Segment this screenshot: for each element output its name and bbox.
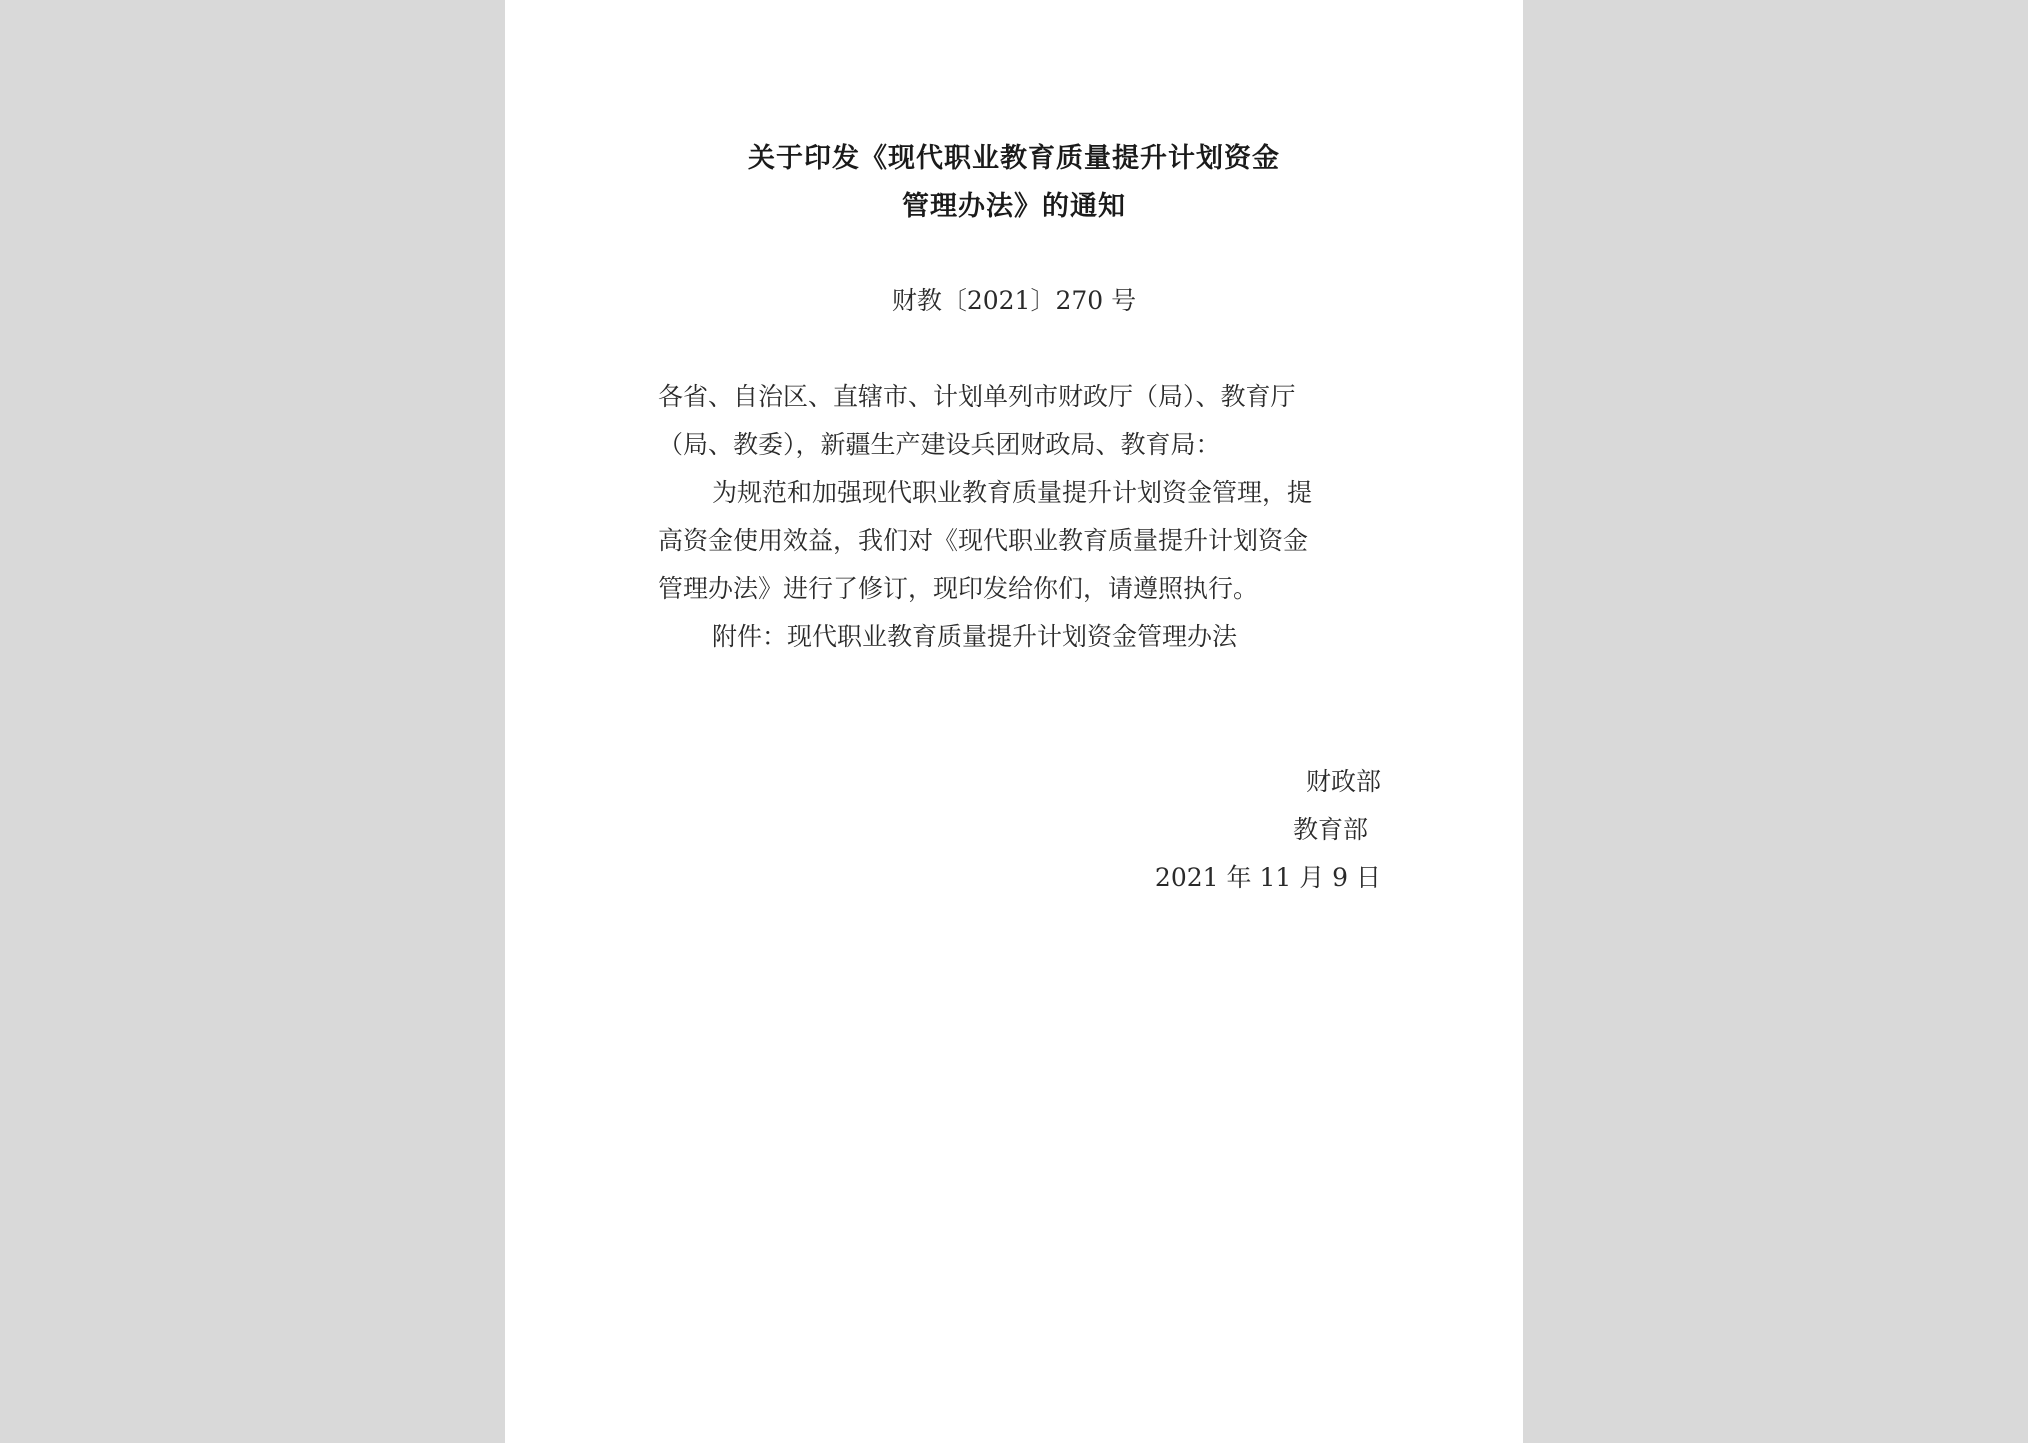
document-page xyxy=(505,0,1523,1443)
attachment-line: 附件：现代职业教育质量提升计划资金管理办法 xyxy=(712,622,1238,651)
signature-ministry-of-finance: 财政部 xyxy=(1305,767,1381,796)
document-title-line-1: 关于印发《现代职业教育质量提升计划资金 xyxy=(748,143,1280,174)
addressee-line-2: （局、教委），新疆生产建设兵团财政局、教育局： xyxy=(658,430,1221,459)
signature-ministry-of-education: 教育部 xyxy=(1292,815,1368,844)
document-date: 2021 年 11 月 9 日 xyxy=(1154,863,1381,892)
body-paragraph-line-1: 为规范和加强现代职业教育质量提升计划资金管理，提 xyxy=(712,478,1313,507)
addressee-line-1: 各省、自治区、直辖市、计划单列市财政厅（局）、教育厅 xyxy=(658,382,1296,411)
document-title-line-2: 管理办法》的通知 xyxy=(902,191,1126,222)
body-paragraph-line-2: 高资金使用效益，我们对《现代职业教育质量提升计划资金 xyxy=(658,526,1309,555)
document-number: 财教〔2021〕270 号 xyxy=(891,286,1137,315)
body-paragraph-line-3: 管理办法》进行了修订，现印发给你们，请遵照执行。 xyxy=(658,574,1259,603)
